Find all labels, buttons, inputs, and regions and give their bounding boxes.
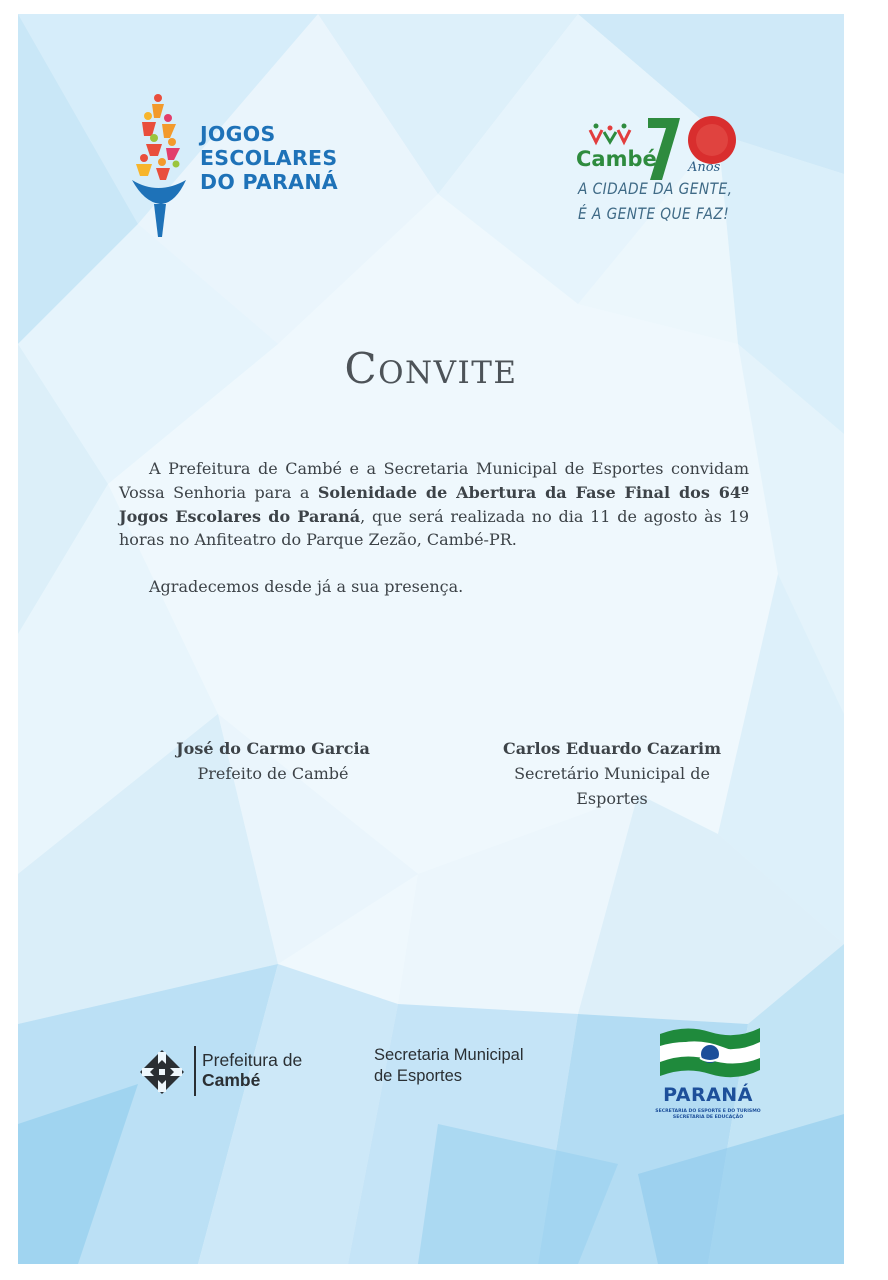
- secretaria-line-1: Secretaria Municipal: [374, 1046, 524, 1064]
- signature-role: Prefeito de Cambé: [197, 764, 349, 783]
- prefeitura-divider: [194, 1046, 196, 1096]
- cambe-slogan: [578, 176, 732, 226]
- slogan-line-1: A CIDADE DA GENTE,: [578, 179, 733, 198]
- prefeitura-cambe-logo: [138, 1044, 338, 1100]
- secretaria-line-2: de Esportes: [374, 1067, 463, 1085]
- parana-government-logo: [648, 1024, 768, 1124]
- body-text-part-2: , que será realizada no dia 11 de agosto às 19 horas no Anfiteatro do Parque Zezão, Cambé-PR.: [119, 506, 750, 550]
- body-text-event-name: Solenidade de Abertura da Fase Final dos 64º Jogos Escolares do Paraná: [119, 482, 750, 526]
- parana-sub-line-2: SECRETARIA DE EDUCAÇÃO: [672, 1114, 744, 1120]
- prefeitura-line-2: Cambé: [202, 1070, 261, 1090]
- invitation-title: [18, 344, 844, 393]
- prefeitura-line-1: Prefeitura de: [202, 1050, 303, 1070]
- prefeitura-text: [202, 1050, 302, 1090]
- cambe-wordmark: Cambé: [576, 147, 657, 171]
- thanks-line: Agradecemos desde já a sua presença.: [149, 577, 464, 596]
- secretaria-esportes-logo: [374, 1045, 523, 1087]
- signature-role-line-2: Esportes: [576, 789, 648, 808]
- torch-figures-icon: [130, 92, 190, 237]
- parana-subtitles: [648, 1109, 768, 1120]
- signature-role-line-1: Secretário Municipal de: [514, 764, 710, 783]
- signature-name: Carlos Eduardo Cazarim: [502, 739, 722, 758]
- title-first-letter: C: [344, 344, 379, 393]
- jogos-escolares-logo: [130, 92, 360, 242]
- cambe-70-anos-logo: [570, 114, 760, 244]
- jogos-line-1: JOGOS: [200, 122, 276, 146]
- parana-sub-line-1: SECRETARIA DO ESPORTE E DO TURISMO: [655, 1109, 761, 1114]
- invitation-sheet: [18, 14, 844, 1264]
- prefeitura-emblem-icon: [138, 1048, 186, 1096]
- jogos-escolares-title: [200, 122, 338, 194]
- signature-name: José do Carmo Garcia: [176, 739, 370, 758]
- signature-secretary: [464, 736, 760, 811]
- slogan-line-2: É A GENTE QUE FAZ!: [578, 204, 730, 223]
- invitation-body: [119, 457, 749, 552]
- jogos-line-3: DO PARANÁ: [200, 170, 338, 194]
- parana-wordmark: PARANÁ: [663, 1084, 753, 1106]
- anos-label: Anos: [688, 160, 721, 175]
- signature-mayor: [158, 736, 388, 786]
- title-rest: ONVITE: [378, 355, 518, 391]
- body-text-part-1: A Prefeitura de Cambé e a Secretaria Municipal de Esportes convidam Vossa Senhoria para a: [119, 459, 749, 502]
- parana-flag-icon: [656, 1024, 764, 1084]
- jogos-line-2: ESCOLARES: [200, 146, 338, 170]
